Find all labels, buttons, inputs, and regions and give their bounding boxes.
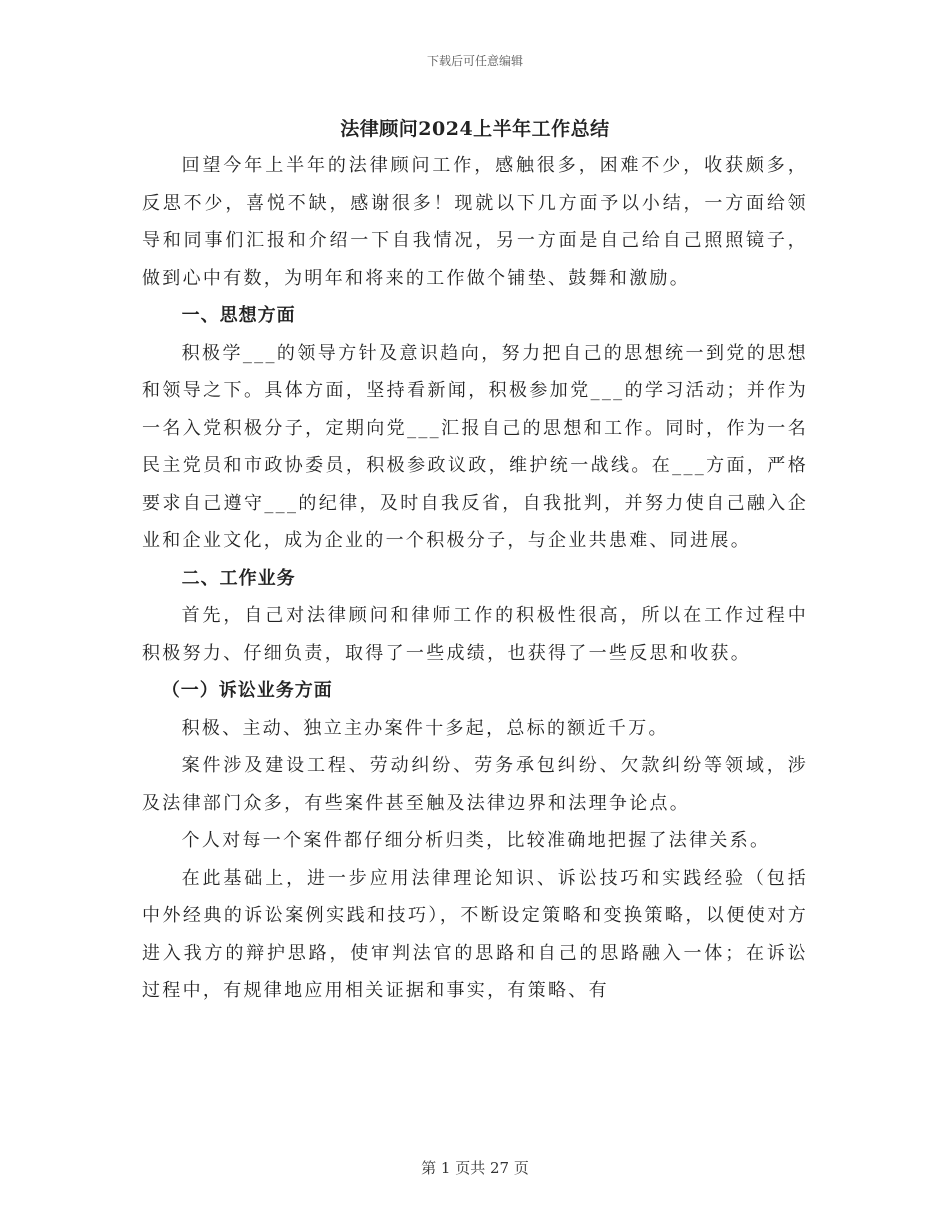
document-title: 法律顾问2024上半年工作总结 — [340, 118, 610, 140]
litigation-paragraph-4: 在此基础上，进一步应用法律理论知识、诉讼技巧和实践经验（包括中外经典的诉讼案例实践和技巧），不断设定策略和变换策略，以便使对方进入我方的辩护思路，使审判法官的思路和自己的思路融入一体；在诉讼过程中，有规律地应用相关证据和事实，有策略、有 — [142, 867, 808, 1001]
section-heading-thoughts: 一、思想方面 — [181, 305, 296, 326]
document-body — [142, 147, 808, 1010]
section-heading-work: 二、工作业务 — [181, 567, 296, 589]
page-number: 第 1 页共 27 页 — [421, 1159, 529, 1177]
litigation-paragraph-2: 案件涉及建设工程、劳动纠纷、劳务承包纠纷、欠款纠纷等领域，涉及法律部门众多，有些案件甚至触及法律边界和法理争论点。 — [142, 755, 808, 814]
litigation-paragraph-3: 个人对每一个案件都仔细分析归类，比较准确地把握了法律关系。 — [181, 830, 771, 851]
page-header-note: 下载后可任意编辑 — [426, 54, 523, 68]
section-work-paragraph: 首先，自己对法律顾问和律师工作的积极性很高，所以在工作过程中积极努力、仔细负责，取得了一些成绩，也获得了一些反思和收获。 — [142, 605, 808, 664]
subsection-heading-litigation: （一）诉讼业务方面 — [161, 680, 333, 701]
intro-paragraph: 回望今年上半年的法律顾问工作，感触很多，困难不少，收获颇多，反思不少，喜悦不缺，感谢很多！现就以下几方面予以小结，一方面给领导和同事们汇报和介绍一下自我情况，另一方面是自己给自己照照镜子，做到心中有数，为明年和将来的工作做个铺垫、鼓舞和激励。 — [142, 155, 808, 289]
section-thoughts-paragraph: 积极学___的领导方针及意识趋向，努力把自己的思想统一到党的思想和领导之下。具体方面，坚持看新闻，积极参加党___的学习活动；并作为一名入党积极分子，定期向党___汇报自己的思想和工作。同时，作为一名民主党员和市政协委员，积极参政议政，维护统一战线。在___方面，严格要求自己遵守___的纪律，及时自我反省，自我批判，并努力使自己融入企业和企业文化，成为企业的一个积极分子，与企业共患难、同进展。 — [142, 342, 808, 551]
litigation-paragraph-1: 积极、主动、独立主办案件十多起，总标的额近千万。 — [181, 717, 669, 739]
